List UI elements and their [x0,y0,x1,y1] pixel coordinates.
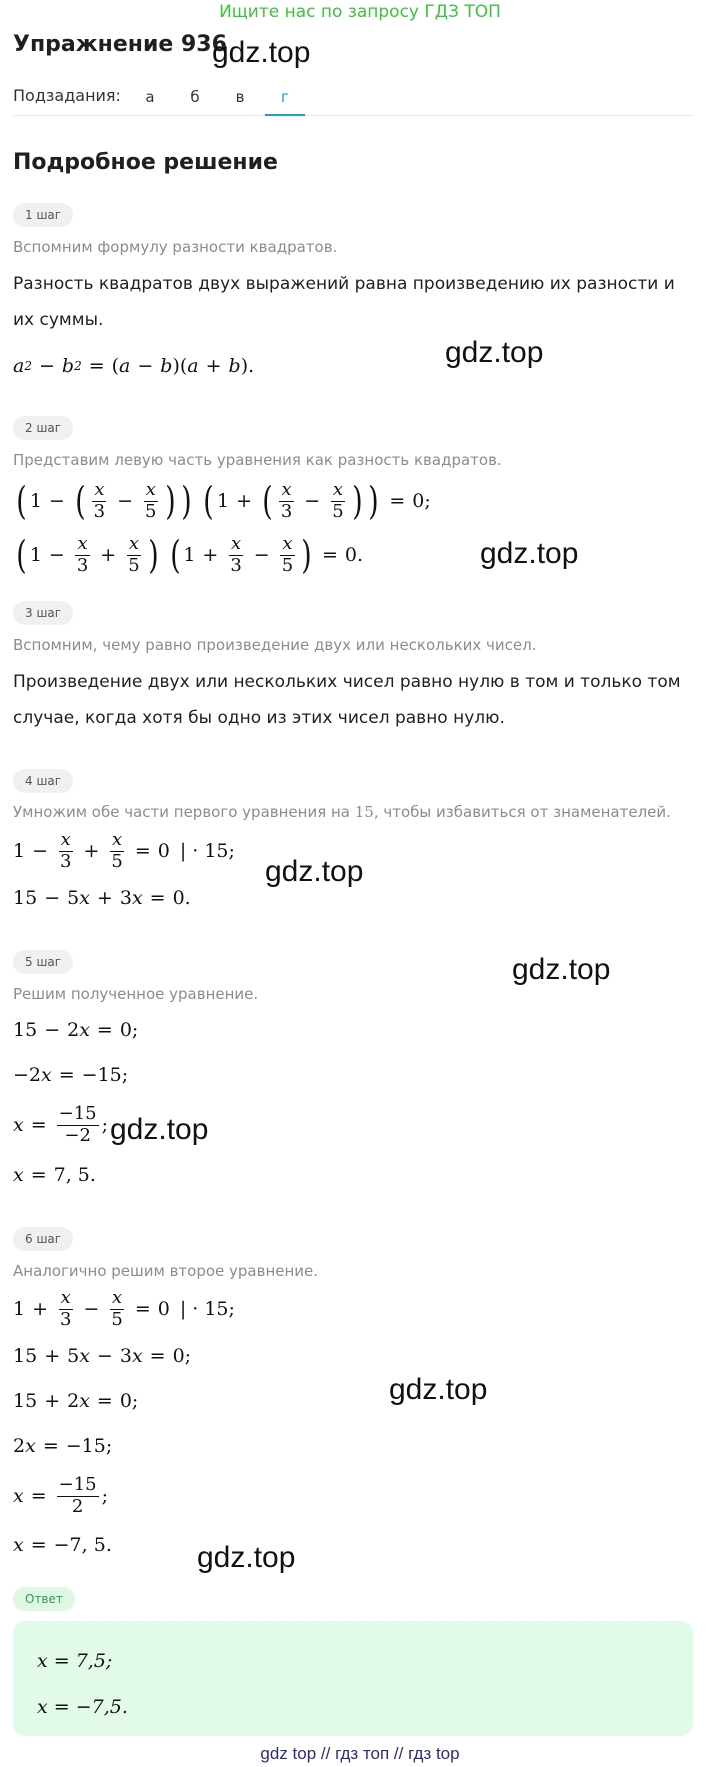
step-3-text: Произведение двух или нескольких чисел равно нулю в том и только том случае, когда хотя бы одно из этих чисел равно нулю. [13,672,681,728]
step-5-equation-3: x = $\frac{-15}{-2}$ ; [13,1102,109,1146]
subtask-tab-b[interactable]: б [190,88,200,106]
answer-line-1: x = 7,5; [37,1650,113,1672]
top-banner[interactable]: Ищите нас по запросу ГДЗ ТОП [219,2,501,22]
step-1-text: Разность квадратов двух выражений равна произведению их разности и их суммы. [13,274,675,330]
footer-links[interactable]: gdz top // гдз топ // гдз top [260,1744,460,1763]
step-1-formula: a 2 − b 2 = ( a − b )( a + b ). [13,355,255,377]
step-6-equation-1: 1 + $\frac{x}{3}$ − $\frac{x}{5}$ = 0 | · 15; [13,1286,235,1330]
step-6-equation-4: 2 x = −15; [13,1435,113,1457]
answer-line-2: x = −7,5. [37,1696,128,1718]
step-4-hint-prefix: Умножим обе части первого уравнения на [13,803,350,821]
step-2-equation-2: ( 1 − $\frac{x}{3}$ + $\frac{x}{5}$ ) ( 1 + $\frac{x}{3}$ − $\frac{x}{5}$ ) = 0. [16,532,364,577]
step-6-equation-2: 15 + 5 x − 3 x = 0; [13,1345,192,1367]
step-6-badge: 6 шаг [13,1227,73,1251]
watermark: gdz.top [445,336,544,369]
subtasks-label: Подзадания: [13,86,121,105]
step-1-hint: Вспомним формулу разности квадратов. [13,238,338,256]
watermark: gdz.top [197,1541,296,1574]
step-3-badge: 3 шаг [13,601,73,625]
step-6-equation-5: x = $\frac{-15}{2}$ ; [13,1473,109,1517]
step-6-equation-6: x = −7, 5. [13,1534,112,1556]
answer-badge: Ответ [13,1587,75,1611]
step-5-badge: 5 шаг [13,950,73,974]
step-4-hint [13,803,671,821]
subtask-tab-v[interactable]: в [235,88,245,106]
step-2-hint: Представим левую часть уравнения как разность квадратов. [13,451,502,469]
step-2-equation-1: ( 1 − ( $\frac{x}{3}$ − $\frac{x}{5}$ ) ) ( 1 + ( $\frac{x}{3}$ − $\frac{x}{5}$ ) ) = 0; [16,478,431,523]
step-4-hint-number: 15 [354,803,374,821]
watermark: gdz.top [512,953,611,986]
subtask-tab-a[interactable]: а [145,88,155,106]
subtask-tab-g[interactable]: г [265,82,305,116]
watermark: gdz.top [265,855,364,888]
step-4-equation-1: 1 − $\frac{x}{3}$ + $\frac{x}{5}$ = 0 | · 15; [13,828,235,872]
step-5-hint: Решим полученное уравнение. [13,985,259,1003]
watermark: gdz.top [389,1373,488,1406]
step-6-hint: Аналогично решим второе уравнение. [13,1262,319,1280]
subtasks-bar [13,82,693,116]
step-4-badge: 4 шаг [13,769,73,793]
watermark: gdz.top [110,1113,209,1146]
solution-heading: Подробное решение [13,150,278,175]
step-5-equation-1: 15 − 2 x = 0; [13,1019,139,1041]
step-4-equation-2: 15 − 5 x + 3 x = 0. [13,887,191,909]
watermark: gdz.top [480,537,579,570]
step-3-hint: Вспомним, чему равно произведение двух или нескольких чисел. [13,636,537,654]
step-4-hint-suffix: , чтобы избавиться от знаменателей. [373,803,671,821]
watermark: gdz.top [212,36,311,69]
page-title: Упражнение 936 [13,32,227,57]
step-5-equation-4: x = 7, 5. [13,1164,96,1186]
step-1-badge: 1 шаг [13,203,73,227]
step-2-badge: 2 шаг [13,416,73,440]
answer-box [13,1621,693,1736]
step-5-equation-2: −2 x = −15; [13,1064,129,1086]
step-6-equation-3: 15 + 2 x = 0; [13,1390,139,1412]
